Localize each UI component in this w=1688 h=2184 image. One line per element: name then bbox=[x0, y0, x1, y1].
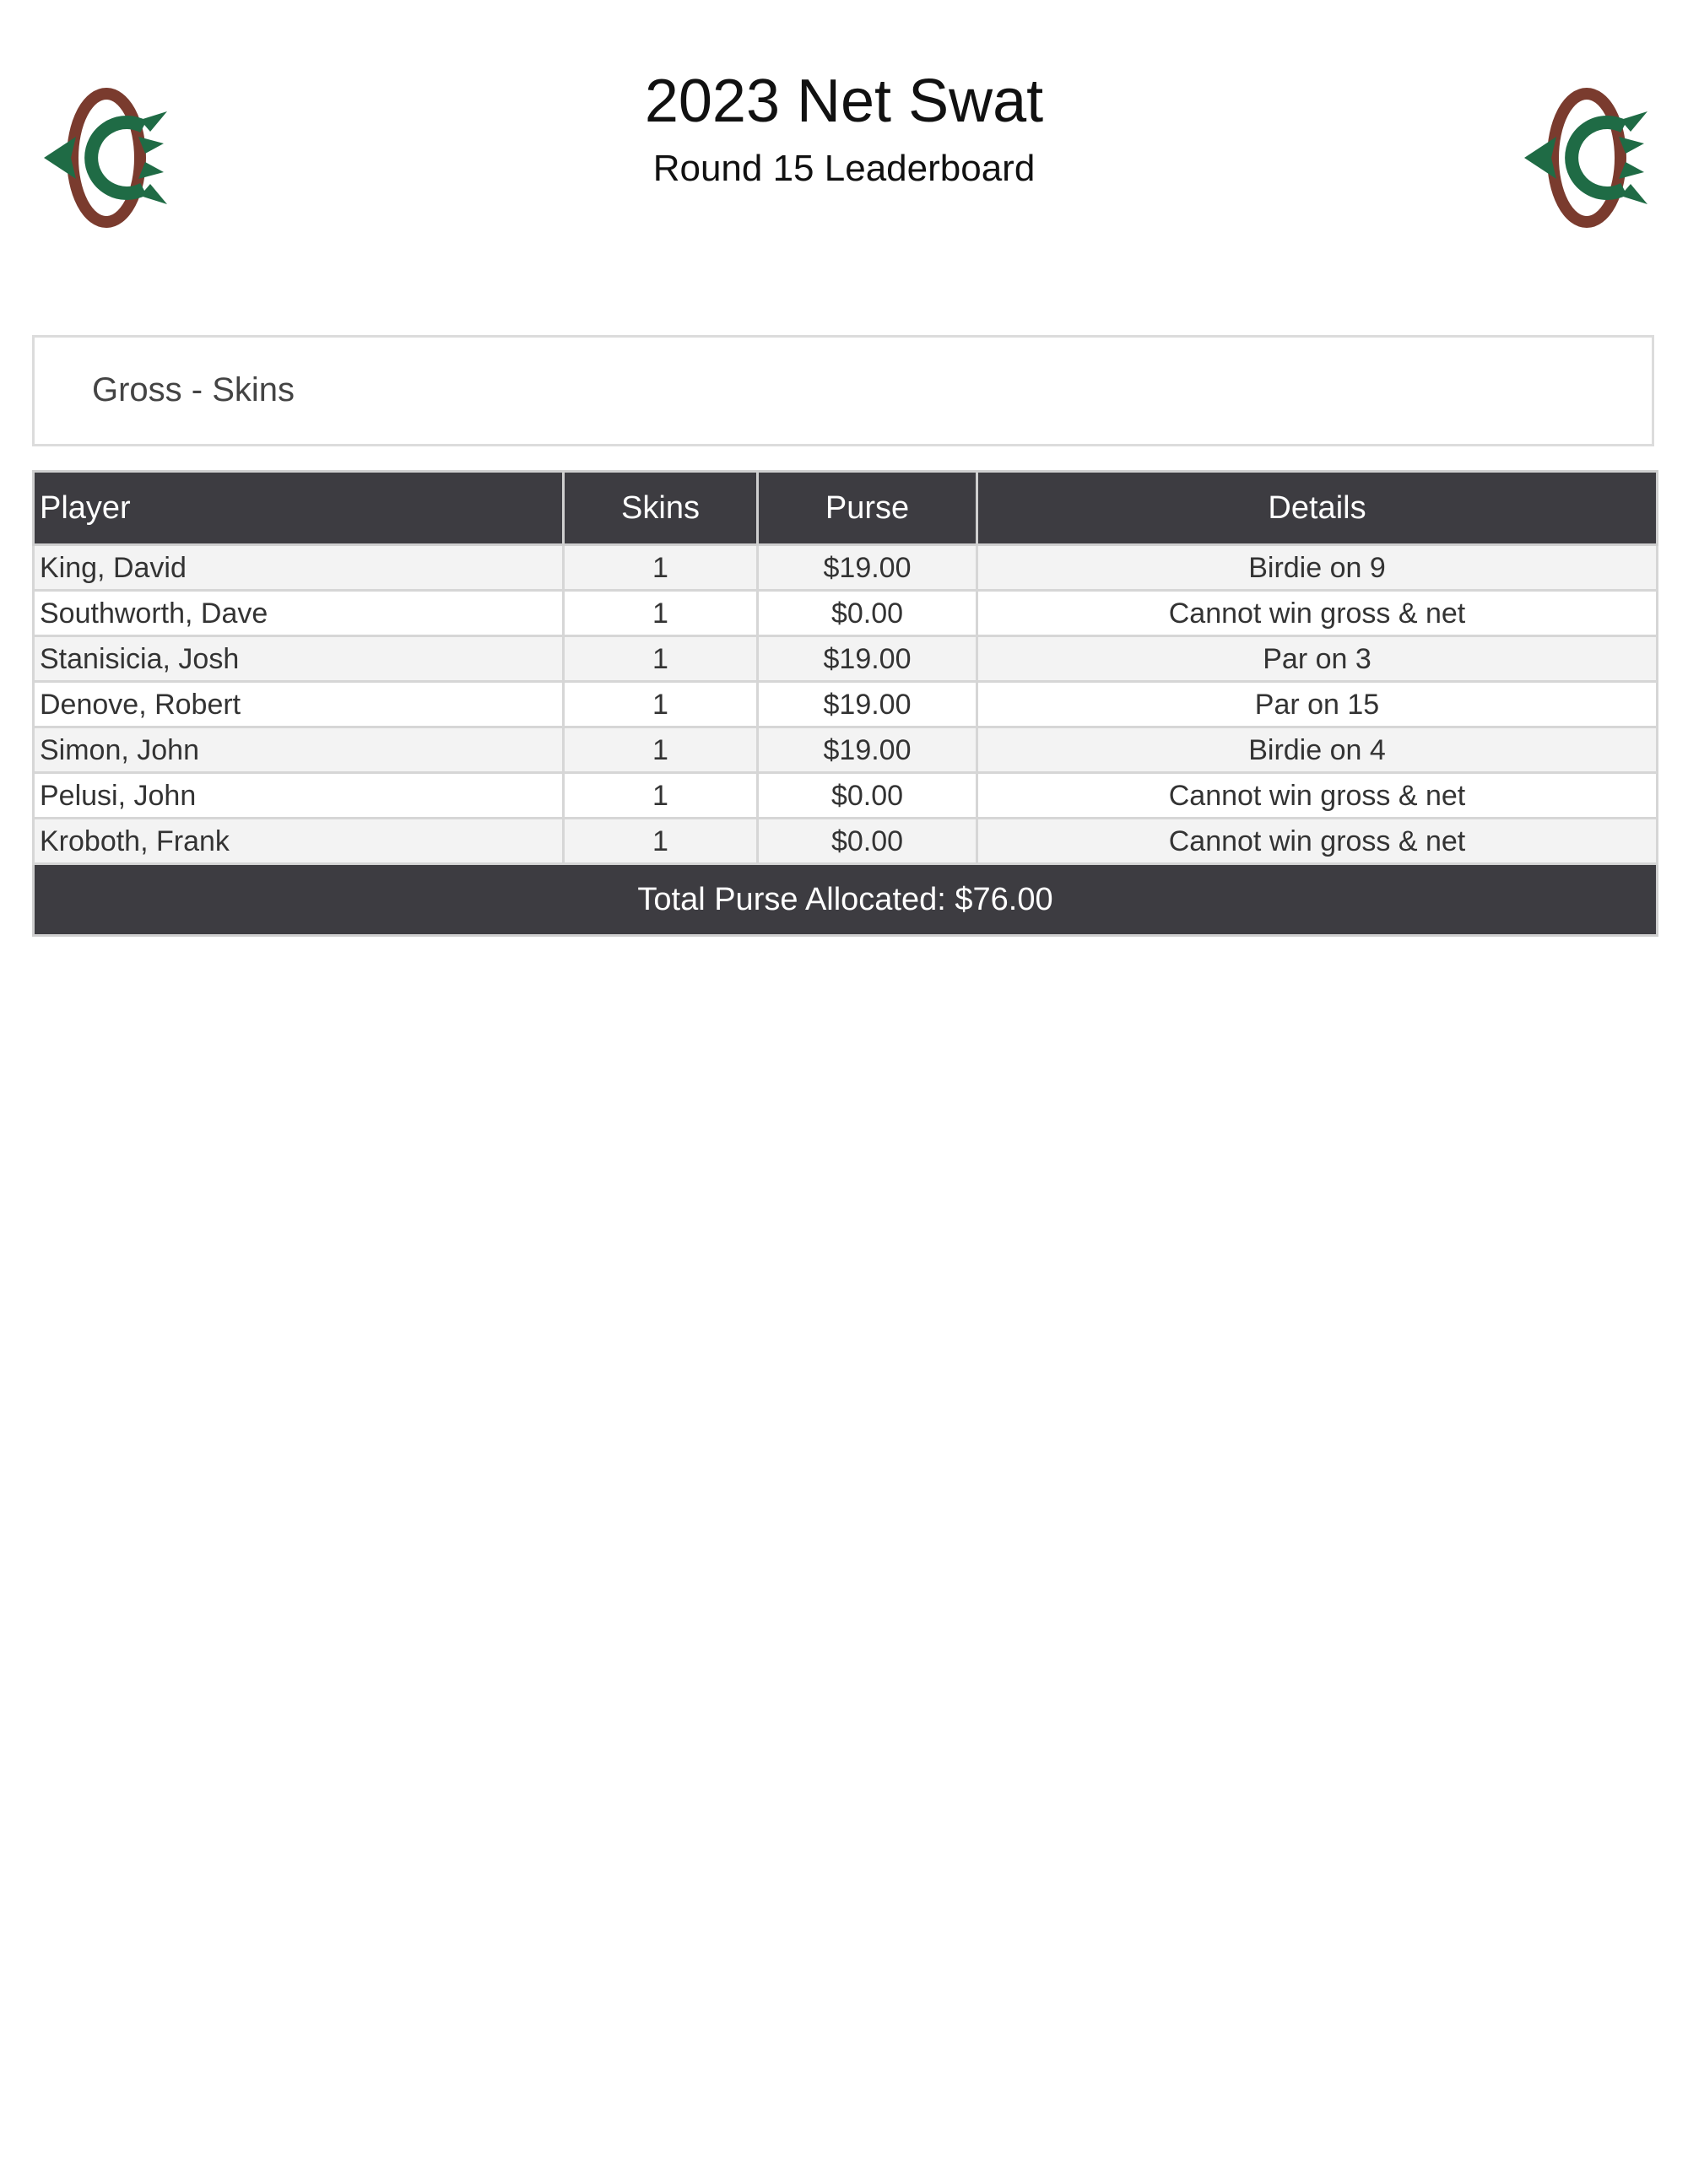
skins-leaderboard-table bbox=[32, 470, 1658, 937]
table-header-row bbox=[34, 472, 1658, 545]
table-row bbox=[34, 636, 1658, 682]
purse-cell: $19.00 bbox=[758, 682, 977, 727]
skins-cell: 1 bbox=[564, 727, 758, 773]
details-cell: Birdie on 9 bbox=[977, 545, 1658, 591]
purse-cell: $19.00 bbox=[758, 727, 977, 773]
table-row bbox=[34, 545, 1658, 591]
purse-cell: $19.00 bbox=[758, 636, 977, 682]
section-title: Gross - Skins bbox=[92, 371, 295, 408]
table-row bbox=[34, 591, 1658, 636]
player-cell: Simon, John bbox=[34, 727, 564, 773]
details-cell: Cannot win gross & net bbox=[977, 773, 1658, 819]
purse-cell: $0.00 bbox=[758, 819, 977, 864]
purse-cell: $0.00 bbox=[758, 773, 977, 819]
details-cell: Cannot win gross & net bbox=[977, 819, 1658, 864]
skins-cell: 1 bbox=[564, 591, 758, 636]
player-cell: King, David bbox=[34, 545, 564, 591]
details-cell: Par on 15 bbox=[977, 682, 1658, 727]
table-row bbox=[34, 819, 1658, 864]
skins-cell: 1 bbox=[564, 682, 758, 727]
skins-cell: 1 bbox=[564, 636, 758, 682]
details-cell: Birdie on 4 bbox=[977, 727, 1658, 773]
player-cell: Pelusi, John bbox=[34, 773, 564, 819]
purse-cell: $19.00 bbox=[758, 545, 977, 591]
column-header-skins: Skins bbox=[564, 472, 758, 545]
player-cell: Kroboth, Frank bbox=[34, 819, 564, 864]
page-subtitle: Round 15 Leaderboard bbox=[652, 148, 1036, 189]
player-cell: Stanisicia, Josh bbox=[34, 636, 564, 682]
skins-cell: 1 bbox=[564, 545, 758, 591]
table-row bbox=[34, 727, 1658, 773]
purse-cell: $0.00 bbox=[758, 591, 977, 636]
details-cell: Par on 3 bbox=[977, 636, 1658, 682]
player-cell: Southworth, Dave bbox=[34, 591, 564, 636]
player-cell: Denove, Robert bbox=[34, 682, 564, 727]
table-row bbox=[34, 682, 1658, 727]
section-header bbox=[32, 335, 1654, 446]
skins-cell: 1 bbox=[564, 773, 758, 819]
table-footer-row bbox=[34, 864, 1658, 936]
details-cell: Cannot win gross & net bbox=[977, 591, 1658, 636]
table-row bbox=[34, 773, 1658, 819]
page-title: 2023 Net Swat bbox=[644, 68, 1044, 135]
column-header-purse: Purse bbox=[758, 472, 977, 545]
column-header-player: Player bbox=[34, 472, 564, 545]
column-header-details: Details bbox=[977, 472, 1658, 545]
total-purse-allocated: Total Purse Allocated: $76.00 bbox=[34, 864, 1658, 936]
skins-cell: 1 bbox=[564, 819, 758, 864]
